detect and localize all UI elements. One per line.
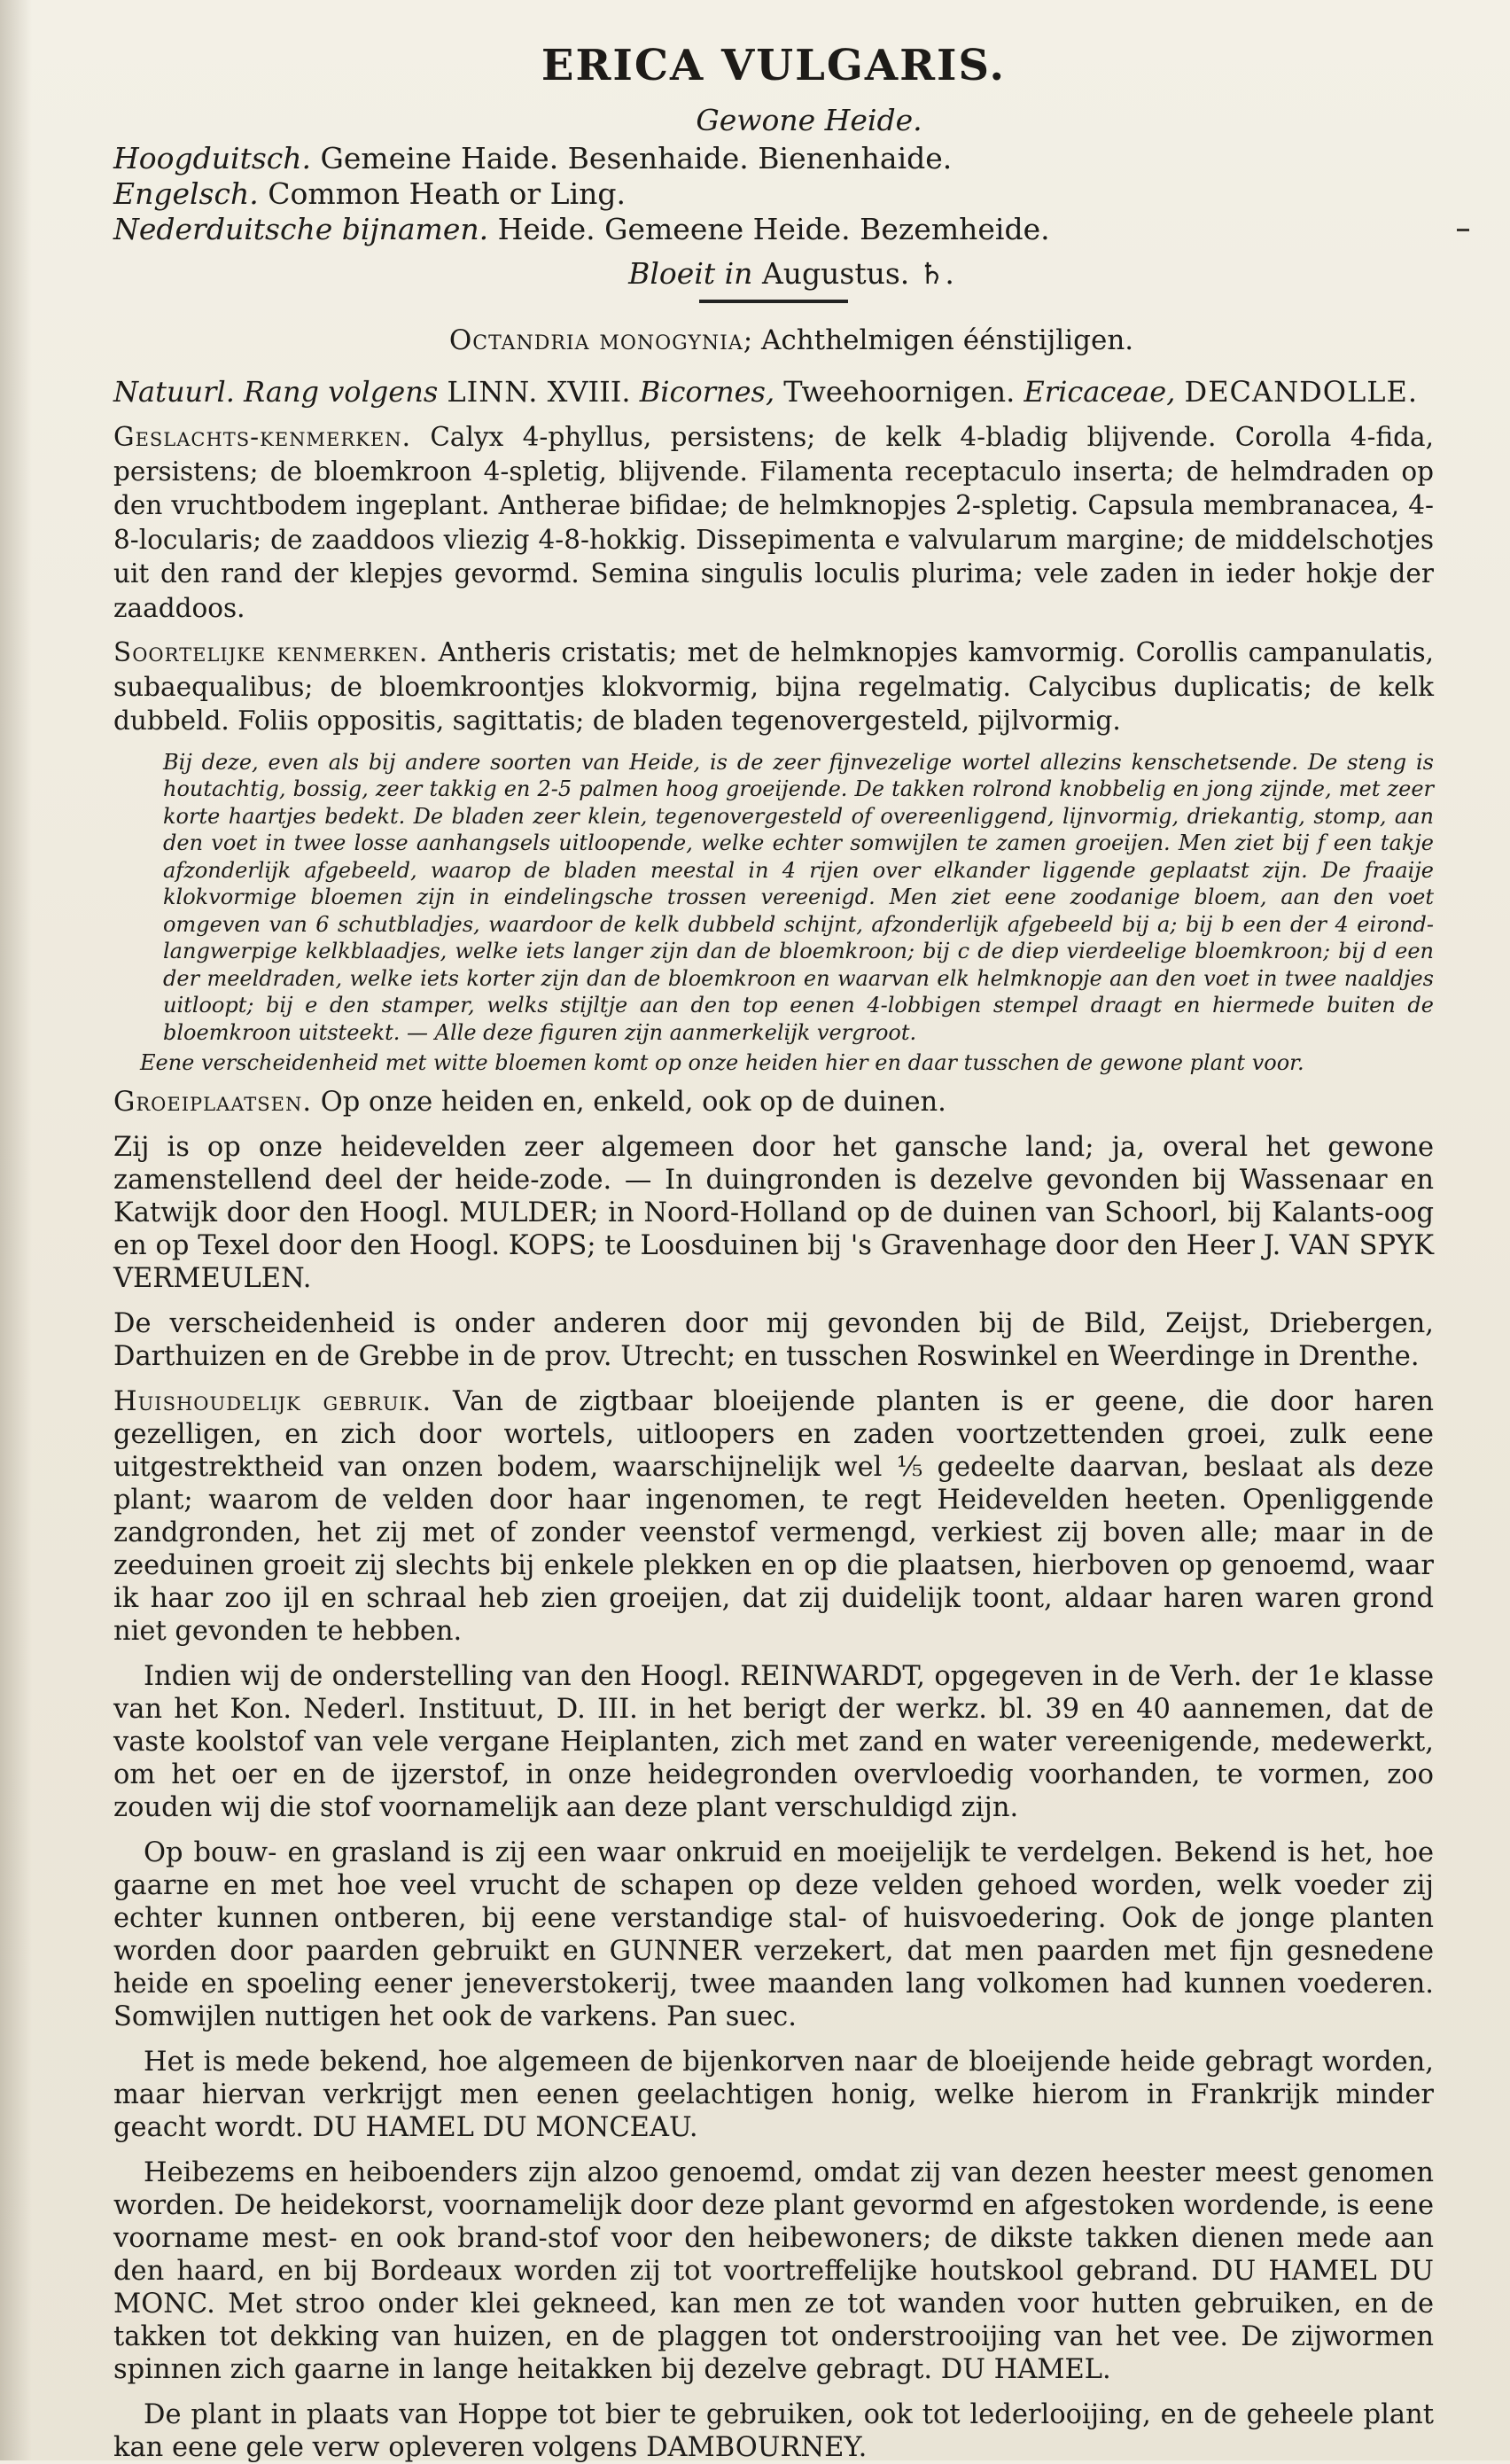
margin-mark [1457, 229, 1469, 231]
habitat-lead: Groeiplaatsen. [113, 1086, 313, 1118]
household-use-lead: Huishoudelijk gebruik. [113, 1385, 432, 1417]
genus-characters-text: Calyx 4-phyllus, persistens; de kelk 4-bladig blijvende. Corolla 4-fida, persistens; de bloemkroon 4-spletig, blijvende. Filamenta receptaculo inserta; de helmdraden op den vruchtbodem ingeplant. Antherae bifidae; de helmknopjes 2-spletig. Capsula membranacea, 4-8-locularis; de zaaddoos vliezig 4-8-hokkig. Dissepimenta e valvularum margine; de middelschotjes uit den rand der klepjes gevormd. Semina singulis loculis plurima; vele zaden in ieder hokje der zaaddoos. [113, 422, 1434, 623]
rank-number: XVIII. [547, 375, 631, 409]
page-subtitle: Gewone Heide. [696, 103, 922, 137]
genus-characters-lead: Geslachts-kenmerken. [113, 422, 411, 452]
rank-decandolle: DECANDOLLE. [1184, 375, 1419, 409]
species-characters-text: Antheris cristatis; met de helmknopjes kamvormig. Corollis campanulatis, subaequalibus; de bloemkroontjes klokvormig, bijna regelmatig. Calycibus duplicatis; de kelk dubbeld. Foliis oppositis, sagittatis; de bladen tegenovergesteld, pijlvormig. [113, 637, 1434, 736]
household-use-paragraph [113, 1385, 1434, 1648]
habitat-paragraph: De verscheidenheid is onder anderen door mij gevonden bij de Bild, Zeijst, Driebergen, Darthuizen en de Grebbe in de prov. Utrecht; en tusschen Roswinkel en Weerdinge in Drenthe. [113, 1307, 1434, 1372]
linnaean-class-dutch: ; Achthelmigen éénstijligen. [743, 324, 1134, 356]
rank-dutch: Tweehoornigen. [783, 375, 1016, 409]
rank-ericaceae: Ericaceae, [1024, 375, 1176, 409]
household-use-paragraph: Op bouw- en grasland is zij een waar onkruid en moeijelijk te verdelgen. Bekend is het, hoe gaarne en met hoe veel vrucht de schapen op deze velden gehoed worden, welk voeder zij echter kunnen ontberen, bij eene verstandige stal- of huisvoedering. Ook de jonge planten worden door paarden gebruikt en GUNNER verzekert, dat men paarden met fijn gesnedene heide en spoeling eener jeneverstokerij, twee maanden lang volkomen had kunnen voederen. Somwijlen nuttigen het ook de varkens. Pan suec. [113, 1836, 1434, 2032]
synonym-lang: Engelsch. [113, 176, 259, 211]
synonym-line [113, 141, 1434, 176]
species-characters [113, 635, 1434, 738]
section-rule [699, 300, 848, 303]
household-use-text: Van de zigtbaar bloeijende planten is er geene, die door haren gezelligen, en zich door wortels, uitloopers en zaden voortzettenden groei, zulk eene uitgestrektheid van onzen bodem, waarschijnelijk wel ⅕ gedeelte daarvan, beslaat als deze plant; waarom de velden door haar ingenomen, te regt Heidevelden heeten. Openliggende zandgronden, het zij met of zonder veenstof vermengd, verkiest zij boven alle; maar in de zeeduinen groeit zij slechts bij enkele plekken en op die plaatsen, hierboven op genoemd, waar ik haar zoo ijl en schraal heb zien groeijen, dat zij duidelijk toont, aldaar haren waren grond niet gevonden te hebben. [113, 1385, 1434, 1647]
habitat-paragraph: Zij is op onze heidevelden zeer algemeen door het gansche land; ja, overal het gewone zamenstellend deel der heide-zode. — In duingronden is dezelve gevonden bij Wassenaar en Katwijk door den Hoogl. MULDER; in Noord-Holland op de duinen van Schoorl, bij Kalants-oog en op Texel door den Hoogl. KOPS; te Loosduinen bij 's Gravenhage door den Heer J. VAN SPYK VERMEULEN. [113, 1131, 1434, 1294]
rank-bicornes: Bicornes, [639, 375, 775, 409]
shrub-symbol-icon: ♄. [918, 256, 954, 291]
variety-note: Eene verscheidenheid met witte bloemen komt op onze heiden hier en daar tusschen de gewone plant voor. [140, 1050, 1304, 1075]
synonym-line [113, 212, 1434, 247]
description-note: Bij deze, even als bij andere soorten van Heide, is de zeer fijnvezelige wortel allezins kenschetsende. De steng is houtachtig, bossig, zeer takkig en 2-5 palmen hoog groeijende. De takken rolrond knobbelig en jong zijnde, met zeer korte haartjes bedekt. De bladen zeer klein, tegenovergesteld of overeenliggend, lijnvormig, driekantig, stomp, aan den voet in twee losse aanhangsels uitloopende, welke echter somwijlen te zamen groeijen. Men ziet bij f een takje afzonderlijk afgebeeld, waarop de bladen meestal in 4 rijen over elkander liggende geplaatst zijn. De fraaije klokvormige bloemen zijn in eindelingsche trossen vereenigd. Men ziet eene zoodanige bloem, aan den voet omgeven van 6 schutbladjes, waardoor de kelk dubbeld schijnt, afzonderlijk afgebeeld bij a; bij b een der 4 eirond-langwerpige kelkblaadjes, welke iets langer zijn dan de bloemkroon; bij c de diep vierdeelige bloemkroon; bij d een der meeldraden, welke iets korter zijn dan de bloemkroon en waarvan elk helmknopje aan den voet in twee naaldjes uitloopt; bij e den stamper, welks stijltje aan den top eenen 4-lobbigen stempel draagt en hiermede buiten de bloemkroon uitsteekt. — Alle deze figuren zijn aanmerkelijk vergroot. [163, 749, 1434, 1045]
household-use-paragraph: Heibezems en heiboenders zijn alzoo genoemd, omdat zij van dezen heester meest genomen worden. De heidekorst, voornamelijk door deze plant gevormd en afgestoken wordende, is eene voorname mest- en ook brand-stof voor den heibewoners; de dikste takken dienen mede aan den haard, en bij Bordeaux worden zij tot voortreffelijke houtskool gebrand. DU HAMEL DU MONC. Met stroo onder klei gekneed, kan men ze tot wanden voor hutten gebruiken, en de takken tot dekking van huizen, en de plaggen tot onderstrooijing van het vee. De zijwormen spinnen zich gaarne in lange heitakken bij dezelve gebragt. DU HAMEL. [113, 2156, 1434, 2385]
page-shadow [0, 0, 32, 2460]
habitat-heading [113, 1086, 1434, 1119]
synonym-names: Gemeine Haide. Besenhaide. Bienenhaide. [320, 141, 953, 175]
linnaean-class: Octandria monogynia [448, 324, 743, 356]
synonym-line [113, 176, 1434, 212]
genus-characters [113, 420, 1434, 625]
rank-label: Natuurl. Rang volgens [113, 375, 439, 409]
natural-rank-line [113, 372, 1434, 411]
species-characters-lead: Soortelijke kenmerken. [113, 637, 429, 667]
household-use-paragraph: De plant in plaats van Hoppe tot bier te gebruiken, ook tot lederlooijing, en de geheele plant kan eene gele verw opleveren volgens DAMBOURNEY. [113, 2398, 1434, 2463]
rank-linn: LINN. [447, 375, 539, 409]
synonym-lang: Nederduitsche bijnamen. [113, 212, 489, 246]
classification-line [149, 324, 1434, 356]
bloei-label: Bloeit in [628, 256, 753, 291]
synonym-names: Heide. Gemeene Heide. Bezemheide. [497, 212, 1050, 246]
bloei-line [149, 256, 1434, 291]
synonym-lang: Hoogduitsch. [113, 141, 311, 175]
household-use-paragraph: Het is mede bekend, hoe algemeen de bijenkorven naar de bloeijende heide gebragt worden, maar hiervan verkrijgt men eenen geelachtigen honig, welke hierom in Frankrijk minder geacht wordt. DU HAMEL DU MONCEAU. [113, 2046, 1434, 2143]
bloei-month: Augustus. [761, 256, 910, 291]
habitat-text: Op onze heiden en, enkeld, ook op de duinen. [320, 1086, 946, 1118]
synonym-names: Common Heath or Ling. [268, 176, 626, 211]
household-use-paragraph: Indien wij de onderstelling van den Hoogl. REINWARDT, opgegeven in de Verh. der 1e klasse van het Kon. Nederl. Instituut, D. III. in het berigt der werkz. bl. 39 en 40 aannemen, dat de vaste koolstof van vele vergane Heiplanten, zich met zand en water vereenigende, medewerkt, om het oer en de ijzerstof, in onze heidegronden overvloedig voorhanden, te vormen, zoo zouden wij die stof voornamelijk aan deze plant verschuldigd zijn. [113, 1660, 1434, 1823]
page-title: ERICA VULGARIS. [541, 41, 1007, 90]
